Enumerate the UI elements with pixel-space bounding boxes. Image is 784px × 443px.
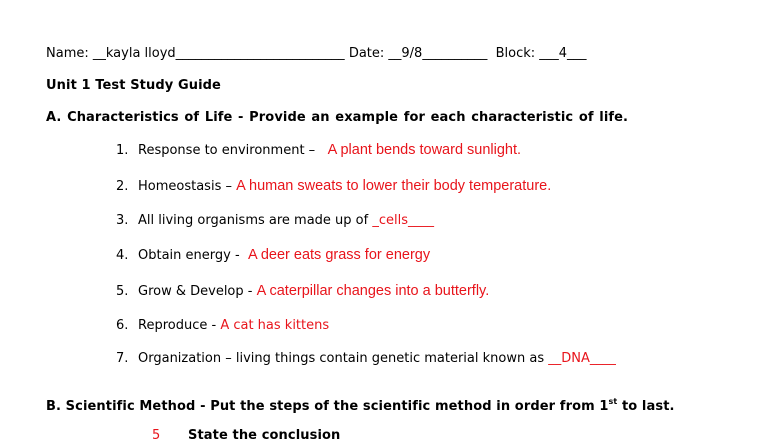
item-answer: A cat has kittens xyxy=(220,318,330,333)
list-item xyxy=(116,178,551,194)
list-item xyxy=(116,318,329,333)
item-number: 4. xyxy=(116,248,129,263)
header-line xyxy=(46,46,587,61)
list-item xyxy=(116,351,616,366)
section-a-heading: A. Characteristics of Life - Provide an example for each characteristic of life. xyxy=(46,110,629,125)
page-title: Unit 1 Test Study Guide xyxy=(46,78,221,93)
item-answer: A plant bends toward sunlight. xyxy=(327,142,522,158)
list-item xyxy=(116,142,521,158)
step-text: State the conclusion xyxy=(188,428,341,443)
item-answer: A deer eats grass for energy xyxy=(247,247,431,263)
section-b-heading xyxy=(46,397,675,414)
item-prompt: Grow & Develop - xyxy=(138,284,257,299)
section-b-heading-end: to last. xyxy=(617,399,675,414)
item-number: 7. xyxy=(116,351,129,366)
step-order: 5 xyxy=(152,428,161,443)
item-number: 5. xyxy=(116,284,129,299)
item-answer: A caterpillar changes into a butterfly. xyxy=(256,283,490,299)
item-number: 2. xyxy=(116,179,129,194)
item-prompt: All living organisms are made up of xyxy=(138,213,373,228)
item-prompt: Obtain energy - xyxy=(138,248,244,263)
section-b-heading-text: B. Scientific Method - Put the steps of the scientific method in order from 1 xyxy=(46,399,609,414)
superscript-st: st xyxy=(608,397,618,406)
item-prompt: Response to environment – xyxy=(138,143,320,158)
block-value: ___4___ xyxy=(539,46,587,61)
item-number: 3. xyxy=(116,213,129,228)
item-number: 1. xyxy=(116,143,129,158)
list-item xyxy=(116,247,430,263)
item-answer: _cells____ xyxy=(372,213,434,228)
item-answer: __DNA____ xyxy=(548,351,616,366)
date-value: __9/8__________ xyxy=(388,46,488,61)
block-label: Block: xyxy=(495,46,540,61)
list-item xyxy=(116,283,489,299)
name-label: Name: xyxy=(46,46,93,61)
item-number: 6. xyxy=(116,318,129,333)
date-label: Date: xyxy=(348,46,389,61)
item-answer: A human sweats to lower their body temperature. xyxy=(236,178,552,194)
item-prompt: Organization – living things contain genetic material known as xyxy=(138,351,549,366)
name-value: __kayla lloyd__________________________ xyxy=(92,46,345,61)
item-prompt: Homeostasis – xyxy=(138,179,237,194)
list-item xyxy=(116,213,434,228)
item-prompt: Reproduce - xyxy=(138,318,221,333)
